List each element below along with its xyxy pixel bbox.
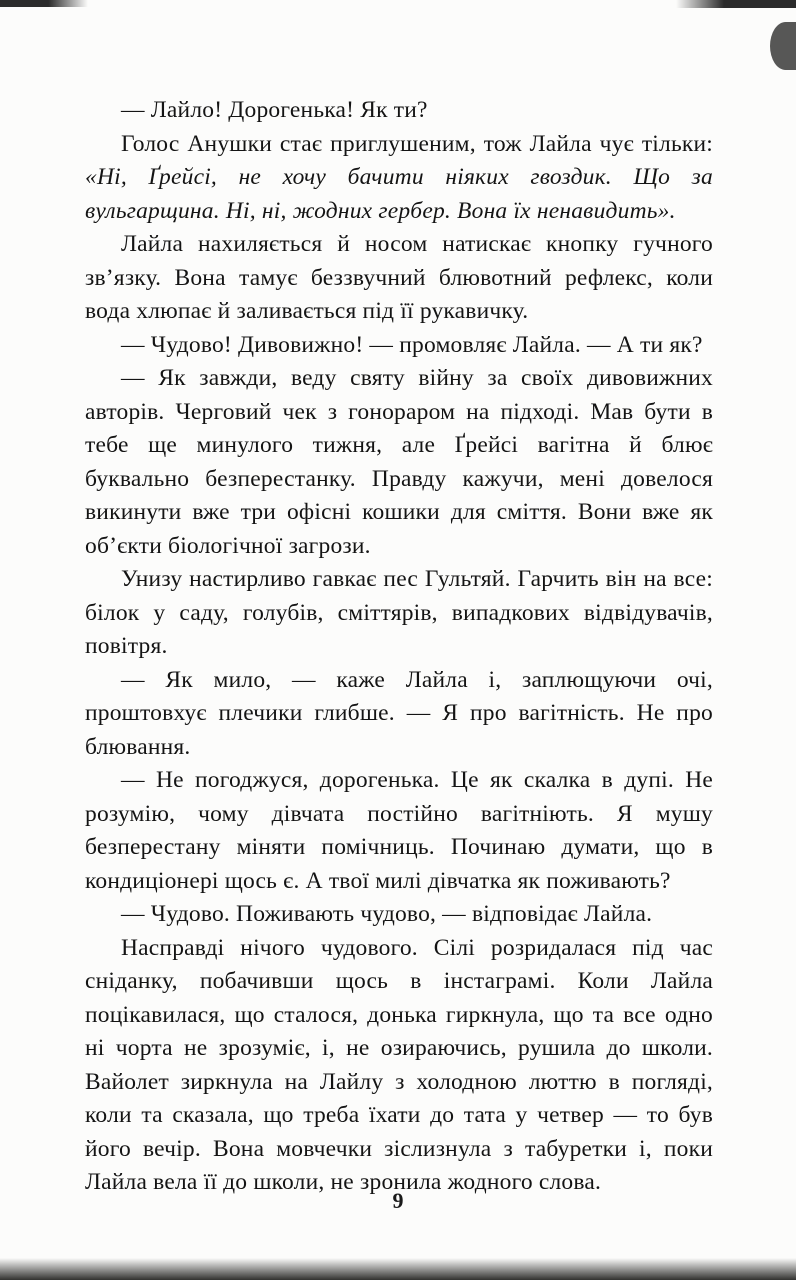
paragraph (85, 932, 713, 1200)
page-number: 9 (392, 1188, 404, 1213)
paragraph (85, 228, 713, 329)
paragraph-text: Лайла нахиляється й носом натискає кнопку гучного зв’язку. Вона тамує беззвучний блювотний рефлекс, коли вода хлюпає й заливається під її рукавичку. (85, 231, 713, 324)
scan-artifact-top-left (0, 0, 88, 7)
paragraph-text: Голос Анушки стає приглушеним, тож Лайла чує тільки: (121, 130, 713, 157)
paragraph (85, 664, 713, 765)
paragraph-text: — Не погоджуся, дорогенька. Це як скалка в дупі. Не розумію, чому дівчата постійно вагітніють. Я мушу безперестану міняти помічниць. Починаю думати, що в кондиціонері щось є. А твої милі дівчатка як поживають? (85, 767, 713, 894)
paragraph-text: Унизу настирливо гавкає пес Гультяй. Гарчить він на все: білок у саду, голубів, сміттярів, випадкових відвідувачів, повітря. (85, 566, 713, 659)
paragraph (85, 94, 713, 128)
paragraph-text: — Як мило, — каже Лайла і, заплющуючи очі, проштовхує плечики глибше. — Я про вагітність. Не про блювання. (85, 666, 713, 760)
quoted-speech-italic: «Ні, Ґрейсі, не хочу бачити ніяких гвоздик. Що за вульгарщина. Ні, ні, жодних гербер. Вона їх ненавидить». (85, 164, 713, 224)
paragraph-text: — Лайло! Дорогенька! Як ти? (121, 97, 428, 123)
paragraph-text: — Як завжди, веду святу війну за своїх дивовижних авторів. Черговий чек з гонораром на підході. Мав бути в тебе ще минулого тижня, але Ґрейсі вагітна й блює буквально безперестанку. Правду кажучи, мені довелося викинути вже три офісні кошики для сміття. Вони вже як об’єкти біологічної загрози. (85, 365, 713, 559)
paragraph (85, 764, 713, 898)
paragraph (85, 362, 713, 563)
scan-artifact-bottom (0, 1258, 796, 1280)
paragraph (85, 898, 713, 932)
paragraph (85, 563, 713, 664)
paragraph-text: — Чудово. Поживають чудово, — відповідає Лайла. (121, 901, 653, 927)
scan-artifact-top-right (676, 0, 796, 8)
paragraph (85, 329, 713, 363)
paragraph (85, 128, 713, 229)
paragraph-text: Насправді нічого чудового. Сілі розридалася під час сніданку, побачивши щось в інстаграмі. Коли Лайла поцікавилася, що сталося, донька гиркнула, що та все одно ні чорта не зрозуміє, і, не озираючись, рушила до школи. Вайолет зиркнула на Лайлу з холодною люттю в погляді, коли та сказала, що треба їхати до тата у четвер — то був його вечір. Вона мовчечки зіслизнула з табуретки і, поки Лайла вела її до школи, не зронила жодного слова. (85, 934, 713, 1195)
scan-artifact-right-edge (770, 22, 796, 70)
page-text (85, 94, 713, 1200)
paragraph-text: — Чудово! Дивовижно! — промовляє Лайла. — А ти як? (121, 331, 703, 358)
